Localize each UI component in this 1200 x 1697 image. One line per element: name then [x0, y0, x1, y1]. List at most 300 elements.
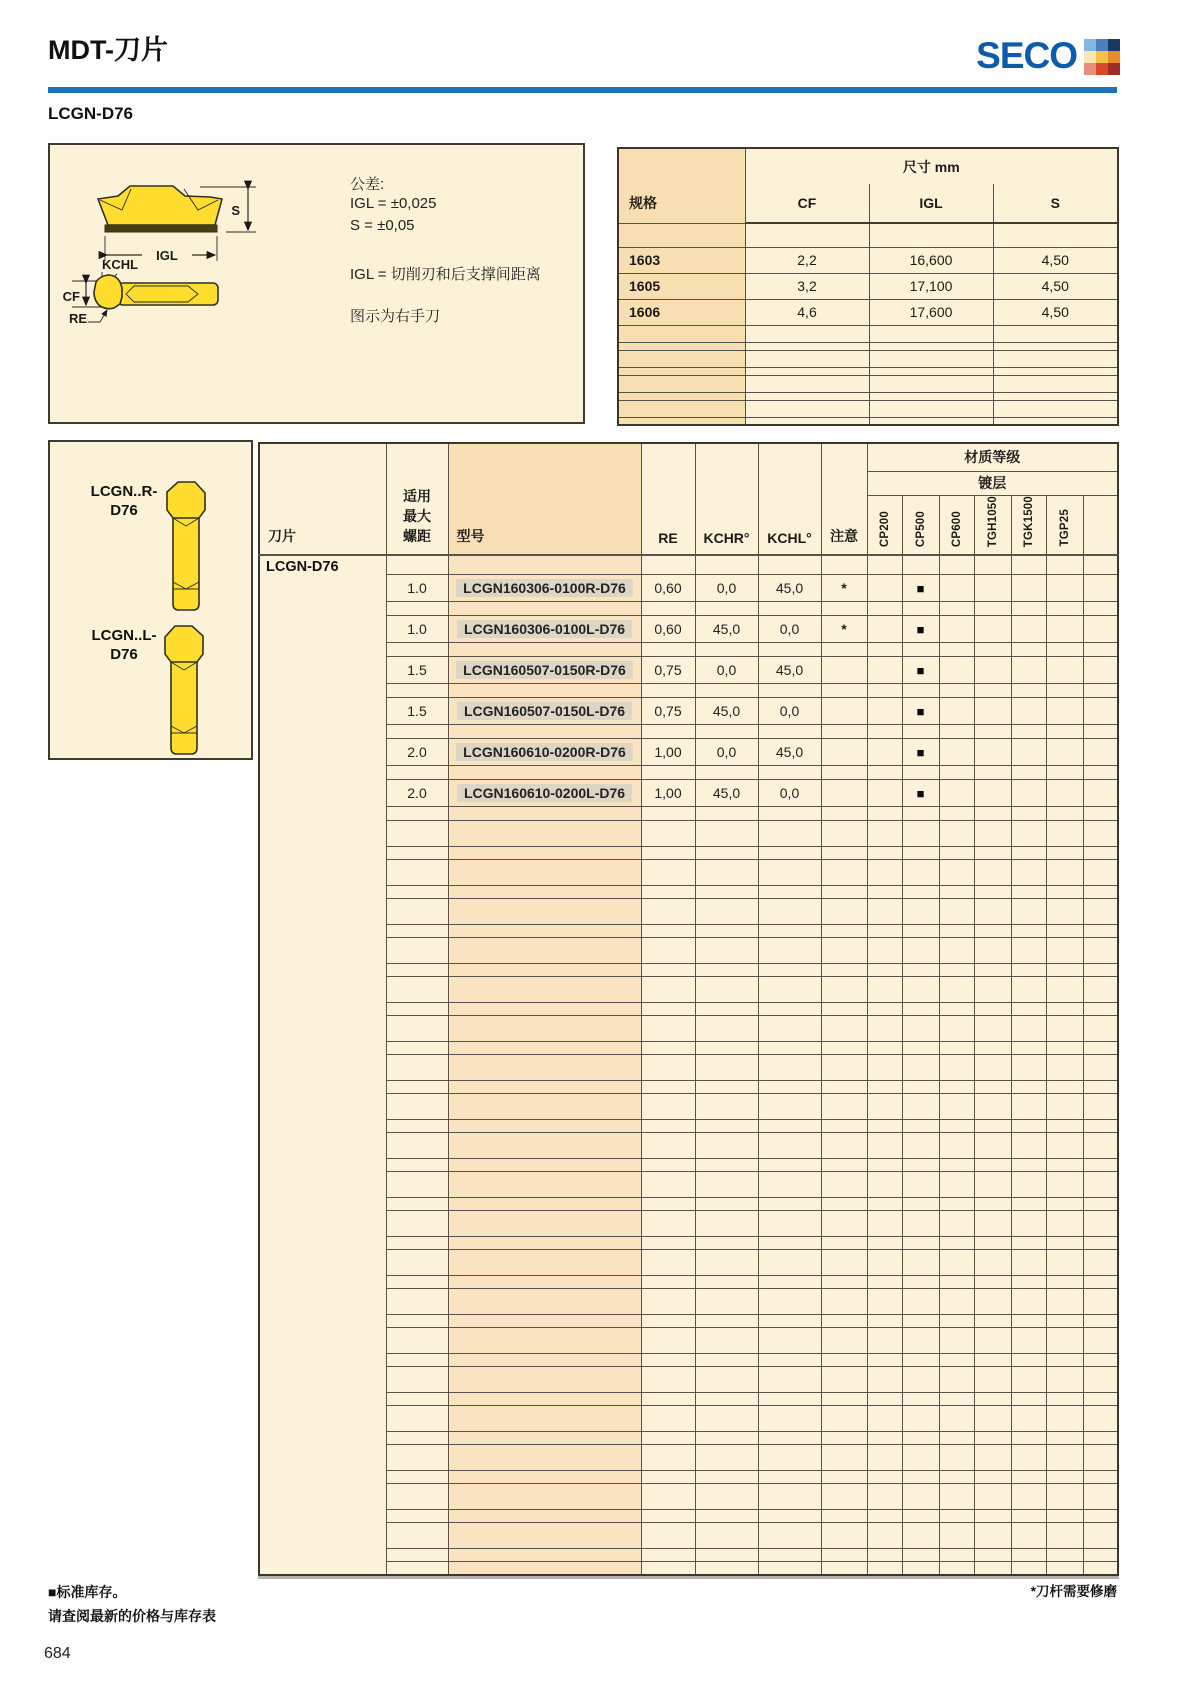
empty-cell — [1083, 1250, 1118, 1276]
empty-cell — [641, 1393, 695, 1406]
empty-cell — [448, 1510, 641, 1523]
empty-cell — [867, 1354, 902, 1367]
family-row — [259, 555, 1118, 575]
empty-cell — [902, 1276, 939, 1289]
empty-cell — [902, 1172, 939, 1198]
empty-cell — [939, 1354, 974, 1367]
empty-cell — [1083, 886, 1118, 899]
spacer-row — [259, 602, 1118, 616]
empty-cell — [641, 1406, 695, 1432]
empty-cell — [386, 1250, 448, 1276]
empty-cell — [1011, 1133, 1046, 1159]
dim-label-cf: CF — [62, 289, 80, 304]
empty-cell — [821, 1211, 867, 1237]
empty-cell — [758, 1432, 821, 1445]
spec-column-header: 规格 — [618, 148, 745, 223]
empty-cell — [821, 1042, 867, 1055]
empty-cell — [974, 1016, 1011, 1042]
empty-cell — [386, 1471, 448, 1484]
empty-cell — [1046, 1393, 1083, 1406]
empty-cell — [1011, 1367, 1046, 1393]
empty-cell — [867, 1055, 902, 1081]
empty-cell — [821, 1159, 867, 1172]
empty-cell — [695, 1211, 758, 1237]
empty-cell — [448, 899, 641, 925]
empty-cell — [758, 938, 821, 964]
model-cell — [448, 698, 641, 725]
empty-cell — [974, 1549, 1011, 1562]
empty-cell — [1011, 886, 1046, 899]
empty-cell — [641, 1250, 695, 1276]
empty-cell — [1046, 964, 1083, 977]
main-table — [258, 442, 1119, 1576]
empty-cell — [695, 1003, 758, 1016]
empty-cell — [641, 1432, 695, 1445]
empty-cell — [867, 1484, 902, 1510]
empty-row — [259, 847, 1118, 860]
empty-cell — [448, 1406, 641, 1432]
empty-cell — [902, 1016, 939, 1042]
empty-cell — [867, 1159, 902, 1172]
empty-cell — [758, 1094, 821, 1120]
empty-cell — [386, 1289, 448, 1315]
empty-cell — [821, 1484, 867, 1510]
empty-row — [259, 1211, 1118, 1237]
empty-cell — [448, 1562, 641, 1575]
note-value — [821, 780, 867, 807]
section-title: LCGN-D76 — [48, 104, 134, 123]
empty-cell — [974, 1120, 1011, 1133]
dim-label-kchl: KCHL — [102, 257, 139, 272]
empty-cell — [1046, 1250, 1083, 1276]
empty-cell — [902, 1042, 939, 1055]
empty-cell — [641, 1523, 695, 1549]
empty-cell — [1011, 1250, 1046, 1276]
empty-cell — [386, 899, 448, 925]
empty-cell — [1011, 899, 1046, 925]
empty-cell — [641, 1367, 695, 1393]
empty-cell — [448, 1484, 641, 1510]
empty-cell — [1046, 847, 1083, 860]
model-number: LCGN160306-0100L-D76 — [457, 620, 632, 638]
kchr-value: 45,0 — [695, 616, 758, 643]
empty-cell — [448, 1120, 641, 1133]
pitch-value: 1.0 — [386, 575, 448, 602]
pitch-value: 2.0 — [386, 739, 448, 766]
empty-cell — [821, 1198, 867, 1211]
empty-cell — [867, 821, 902, 847]
empty-cell — [386, 1445, 448, 1471]
empty-row — [259, 1055, 1118, 1081]
empty-cell — [974, 1159, 1011, 1172]
empty-cell — [821, 1016, 867, 1042]
empty-cell — [1083, 964, 1118, 977]
empty-row — [618, 375, 1118, 392]
empty-cell — [758, 1003, 821, 1016]
stock-cp500 — [902, 698, 939, 725]
empty-cell — [1011, 1289, 1046, 1315]
pitch-header-line1: 适用 — [403, 487, 431, 504]
seco-wordmark: SECO — [976, 35, 1077, 76]
empty-cell — [386, 1211, 448, 1237]
kchr-value: 45,0 — [695, 780, 758, 807]
empty-cell — [1011, 1328, 1046, 1354]
empty-cell — [758, 1211, 821, 1237]
empty-cell — [821, 977, 867, 1003]
empty-cell — [386, 1484, 448, 1510]
empty-cell — [1011, 1120, 1046, 1133]
empty-cell — [902, 1003, 939, 1016]
igl-definition: IGL = 切削刃和后支撑间距离 — [350, 266, 541, 283]
stock-cp500 — [902, 616, 939, 643]
empty-cell — [448, 938, 641, 964]
empty-cell — [1046, 1367, 1083, 1393]
empty-row — [259, 1237, 1118, 1250]
empty-cell — [1011, 964, 1046, 977]
empty-cell — [821, 1523, 867, 1549]
kchr-value: 45,0 — [695, 698, 758, 725]
empty-cell — [448, 925, 641, 938]
empty-cell — [1046, 1003, 1083, 1016]
empty-cell — [1046, 1484, 1083, 1510]
empty-cell — [386, 1406, 448, 1432]
empty-cell — [974, 1393, 1011, 1406]
empty-cell — [641, 1484, 695, 1510]
empty-cell — [386, 1393, 448, 1406]
dimension-table-header-row1 — [618, 148, 1118, 184]
empty-cell — [1011, 1523, 1046, 1549]
empty-cell — [1011, 1172, 1046, 1198]
model-number: LCGN160610-0200L-D76 — [457, 784, 632, 802]
empty-cell — [758, 1276, 821, 1289]
stock-square-icon: ■ — [916, 622, 925, 638]
grade-label: TGP25 — [1058, 509, 1071, 547]
empty-cell — [867, 1523, 902, 1549]
empty-cell — [1011, 1406, 1046, 1432]
empty-cell — [821, 1172, 867, 1198]
empty-cell — [448, 1523, 641, 1549]
pitch-header-line3: 螺距 — [403, 527, 431, 544]
dimension-table — [617, 147, 1119, 426]
empty-cell — [867, 1393, 902, 1406]
empty-cell — [821, 1081, 867, 1094]
grade-header-tgp25 — [1046, 495, 1083, 555]
empty-cell — [1083, 1055, 1118, 1081]
empty-cell — [758, 1198, 821, 1211]
empty-cell — [695, 1094, 758, 1120]
empty-cell — [821, 807, 867, 821]
empty-cell — [758, 1120, 821, 1133]
empty-cell — [386, 1562, 448, 1575]
empty-cell — [939, 977, 974, 1003]
empty-cell — [1046, 938, 1083, 964]
tolerance-igl: IGL = ±0,025 — [350, 195, 437, 212]
empty-cell — [939, 938, 974, 964]
col-header-s: S — [993, 184, 1118, 223]
empty-row — [259, 1445, 1118, 1471]
empty-cell — [1083, 1471, 1118, 1484]
empty-cell — [386, 1354, 448, 1367]
empty-cell — [695, 860, 758, 886]
empty-cell — [1083, 1094, 1118, 1120]
empty-cell — [641, 1133, 695, 1159]
empty-cell — [1083, 1406, 1118, 1432]
empty-cell — [641, 1289, 695, 1315]
empty-row — [259, 1003, 1118, 1016]
empty-cell — [1083, 938, 1118, 964]
empty-cell — [448, 1289, 641, 1315]
note-value — [821, 739, 867, 766]
empty-cell — [448, 1055, 641, 1081]
empty-cell — [758, 1484, 821, 1510]
empty-cell — [641, 886, 695, 899]
empty-cell — [641, 1549, 695, 1562]
empty-cell — [1011, 1159, 1046, 1172]
empty-cell — [974, 938, 1011, 964]
grade-label: TGK1500 — [1022, 495, 1035, 547]
dim-label-re: RE — [69, 311, 88, 326]
empty-cell — [641, 925, 695, 938]
empty-cell — [695, 1055, 758, 1081]
empty-cell — [1083, 1523, 1118, 1549]
empty-cell — [1046, 821, 1083, 847]
empty-cell — [902, 1250, 939, 1276]
empty-cell — [867, 1367, 902, 1393]
dimension-diagram-box — [48, 143, 585, 424]
insert-family-cell — [259, 555, 386, 1575]
re-value: 1,00 — [641, 780, 695, 807]
empty-cell — [1046, 1211, 1083, 1237]
empty-cell — [867, 964, 902, 977]
kchr-value: 0,0 — [695, 575, 758, 602]
empty-cell — [758, 1315, 821, 1328]
empty-cell — [448, 1328, 641, 1354]
pitch-header-line2: 最大 — [403, 507, 431, 524]
empty-cell — [939, 1406, 974, 1432]
grade-header-tgh1050 — [974, 495, 1011, 555]
empty-cell — [1011, 807, 1046, 821]
grade-header-blank — [1083, 495, 1118, 555]
re-value: 1,00 — [641, 739, 695, 766]
empty-cell — [1046, 1094, 1083, 1120]
table-row — [259, 616, 1118, 643]
empty-cell — [974, 821, 1011, 847]
empty-cell — [902, 964, 939, 977]
empty-cell — [821, 1289, 867, 1315]
empty-row — [259, 977, 1118, 1003]
empty-cell — [758, 1016, 821, 1042]
empty-cell — [1046, 1016, 1083, 1042]
empty-cell — [974, 807, 1011, 821]
igl-value: 17,100 — [869, 273, 993, 299]
empty-cell — [821, 1133, 867, 1159]
empty-cell — [974, 1289, 1011, 1315]
empty-cell — [821, 1562, 867, 1575]
empty-cell — [974, 1133, 1011, 1159]
empty-cell — [939, 1120, 974, 1133]
empty-cell — [939, 847, 974, 860]
empty-cell — [695, 1562, 758, 1575]
cf-value: 4,6 — [745, 299, 869, 325]
empty-cell — [641, 1510, 695, 1523]
empty-cell — [821, 821, 867, 847]
insert-column-header: 刀片 — [259, 443, 386, 555]
empty-row — [618, 325, 1118, 342]
empty-cell — [1011, 1211, 1046, 1237]
empty-cell — [902, 1393, 939, 1406]
empty-cell — [1046, 1237, 1083, 1250]
empty-cell — [1011, 1562, 1046, 1575]
empty-cell — [821, 847, 867, 860]
note-value — [821, 657, 867, 684]
empty-cell — [448, 977, 641, 1003]
empty-cell — [902, 1094, 939, 1120]
empty-cell — [695, 977, 758, 1003]
stock-cp500 — [902, 780, 939, 807]
empty-cell — [902, 1471, 939, 1484]
empty-cell — [758, 1159, 821, 1172]
empty-cell — [1083, 1393, 1118, 1406]
empty-cell — [1046, 1315, 1083, 1328]
empty-cell — [974, 1276, 1011, 1289]
empty-row — [259, 925, 1118, 938]
empty-row — [259, 1172, 1118, 1198]
empty-cell — [695, 1016, 758, 1042]
empty-row — [259, 1315, 1118, 1328]
empty-row — [259, 1042, 1118, 1055]
empty-cell — [902, 1055, 939, 1081]
empty-row — [259, 1133, 1118, 1159]
empty-cell — [448, 1549, 641, 1562]
empty-cell — [695, 964, 758, 977]
empty-cell — [974, 1562, 1011, 1575]
empty-cell — [758, 899, 821, 925]
empty-row — [259, 1094, 1118, 1120]
stock-cp500 — [902, 575, 939, 602]
stock-cp500 — [902, 739, 939, 766]
empty-row — [618, 342, 1118, 350]
regrind-footnote: *刀杆需要修磨 — [1030, 1584, 1117, 1599]
empty-cell — [821, 1393, 867, 1406]
empty-cell — [1011, 1042, 1046, 1055]
empty-cell — [902, 886, 939, 899]
header-rule — [48, 87, 1117, 93]
empty-cell — [867, 847, 902, 860]
pitch-value: 1.0 — [386, 616, 448, 643]
empty-cell — [448, 1471, 641, 1484]
grade-header-cp200 — [867, 495, 902, 555]
empty-cell — [867, 938, 902, 964]
empty-row — [259, 964, 1118, 977]
empty-cell — [1083, 821, 1118, 847]
empty-row — [259, 1198, 1118, 1211]
empty-cell — [1083, 1354, 1118, 1367]
spacer-row — [259, 643, 1118, 657]
empty-cell — [974, 1055, 1011, 1081]
empty-cell — [448, 1445, 641, 1471]
empty-row — [259, 1250, 1118, 1276]
model-number: LCGN160507-0150L-D76 — [457, 702, 632, 720]
table-row — [259, 698, 1118, 725]
empty-row — [259, 886, 1118, 899]
empty-cell — [867, 1237, 902, 1250]
empty-cell — [821, 1120, 867, 1133]
empty-cell — [448, 1367, 641, 1393]
empty-cell — [695, 1510, 758, 1523]
pitch-value: 2.0 — [386, 780, 448, 807]
dim-mm-header: 尺寸 mm — [745, 148, 1118, 184]
empty-cell — [386, 1016, 448, 1042]
empty-row — [259, 1510, 1118, 1523]
empty-cell — [867, 977, 902, 1003]
kchl-value: 45,0 — [758, 575, 821, 602]
empty-row — [259, 860, 1118, 886]
empty-cell — [1046, 1172, 1083, 1198]
empty-cell — [939, 1328, 974, 1354]
empty-cell — [1011, 847, 1046, 860]
table-row — [259, 739, 1118, 766]
s-value: 4,50 — [993, 299, 1118, 325]
empty-cell — [386, 1549, 448, 1562]
empty-cell — [867, 1315, 902, 1328]
empty-cell — [448, 1250, 641, 1276]
empty-cell — [386, 886, 448, 899]
empty-cell — [902, 847, 939, 860]
dim-label-igl: IGL — [156, 248, 178, 263]
empty-cell — [939, 807, 974, 821]
grade-label: CP500 — [914, 510, 927, 547]
empty-cell — [939, 925, 974, 938]
re-value: 0,60 — [641, 575, 695, 602]
empty-cell — [641, 1042, 695, 1055]
empty-cell — [695, 1328, 758, 1354]
empty-cell — [939, 1315, 974, 1328]
model-number: LCGN160507-0150R-D76 — [456, 661, 633, 679]
empty-cell — [821, 886, 867, 899]
hand-variant-box — [48, 440, 253, 760]
empty-row — [618, 223, 1118, 247]
empty-cell — [1046, 1406, 1083, 1432]
empty-cell — [939, 860, 974, 886]
cf-value: 3,2 — [745, 273, 869, 299]
pitch-value: 1.5 — [386, 698, 448, 725]
empty-cell — [1011, 1432, 1046, 1445]
empty-cell — [386, 1367, 448, 1393]
empty-cell — [386, 1081, 448, 1094]
empty-cell — [695, 1042, 758, 1055]
empty-cell — [1011, 1276, 1046, 1289]
model-cell — [448, 575, 641, 602]
empty-cell — [867, 807, 902, 821]
empty-cell — [695, 1289, 758, 1315]
empty-cell — [695, 1081, 758, 1094]
empty-row — [259, 1120, 1118, 1133]
empty-cell — [974, 1354, 1011, 1367]
empty-cell — [821, 1445, 867, 1471]
empty-cell — [902, 1354, 939, 1367]
empty-cell — [974, 1445, 1011, 1471]
empty-cell — [1046, 807, 1083, 821]
kchl-value: 0,0 — [758, 698, 821, 725]
empty-cell — [386, 1237, 448, 1250]
hand-note: 图示为右手刀 — [350, 308, 441, 325]
s-value: 4,50 — [993, 273, 1118, 299]
empty-cell — [1011, 925, 1046, 938]
empty-cell — [695, 1198, 758, 1211]
empty-cell — [1046, 1081, 1083, 1094]
empty-cell — [1011, 1471, 1046, 1484]
empty-cell — [902, 1406, 939, 1432]
